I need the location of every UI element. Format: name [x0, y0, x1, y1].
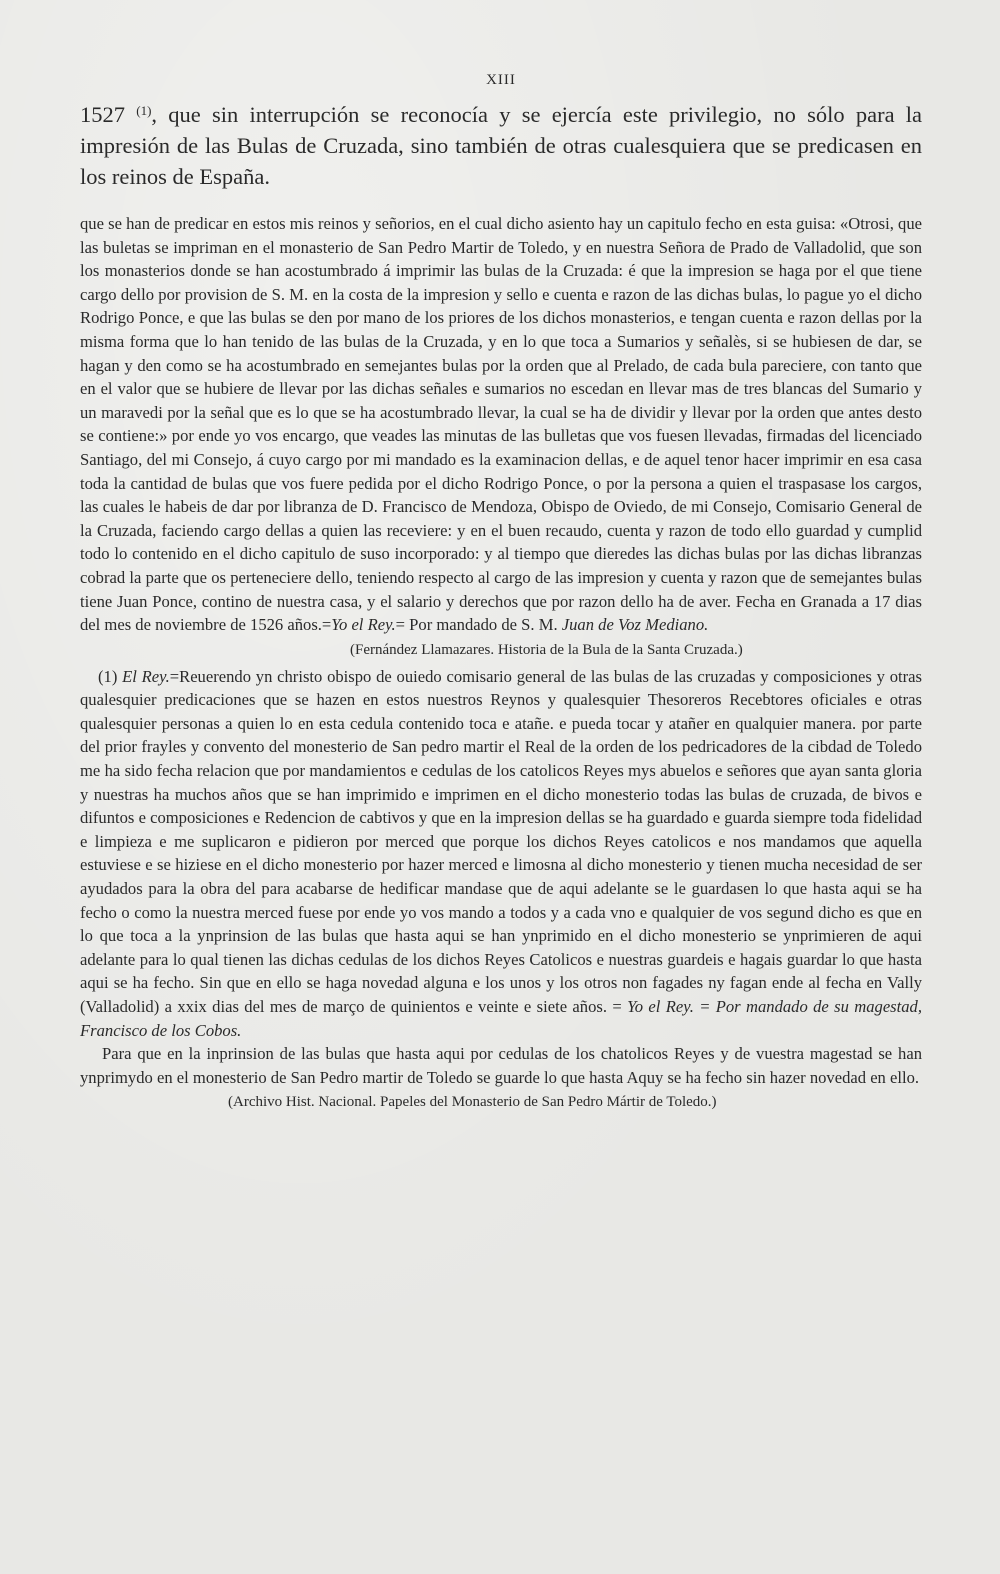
footnote-intro: El Rey. [122, 666, 170, 686]
page-number: XIII [486, 72, 516, 88]
footnote-paragraph-2: Para que en la inprinsion de las bulas que hasta aqui por cedulas de los chatolicos Reyes y de vuestra magestad se han ynprimydo en el monesterio de San Pedro martir de Toledo se guarde lo que hasta Aquy se ha fecho sin hazer novedad en ello. [80, 1044, 922, 1087]
note-continued [80, 212, 922, 637]
note-continued-text: que se han de predicar en estos mis reinos y señorios, en el cual dicho asiento hay un capitulo fecho en esta guisa: «Otrosi, que las buletas se impriman en el monasterio de San Pedro Martir de Toledo, y en nuestra Señora de Prado de Valladolid, que son los monasterios donde se han acostumbrado á imprimir las bulas de la Cruzada: é que la impresion se haga por el que tiene cargo dello por provision de S. M. en la costa de la impresion y sello e cuenta e razon de las dichas bulas, lo pague yo el dicho Rodrigo Ponce, e que las bulas se den por mano de los priores de los dichos monasterios, e tengan cuenta e razon dellas por la misma forma que lo han tenido de las bulas de la Cruzada, y en lo que toca a Sumarios y señalès, si se hubiesen de dar, se hagan y den como se ha acostumbrado en semejantes bulas por la orden que al Prelado, de cada bula pareciere, con tanto que en el valor que se hubiere de llevar por las dichas señales e sumarios no escedan en llevar mas de tres blancas del Sumario y un maravedi por la señal que es lo que se ha acostumbrado llevar, la cual se ha de dividir y llevar por la orden que antes desto se contiene:» por ende yo vos encargo, que veades las minutas de las bulletas que vos fuesen llevadas, firmadas del licenciado Santiago, del mi Consejo, á cuyo cargo por mi mandado es la examinacion dellas, e de aquel tenor hacer imprimir en esa casa toda la cantidad de bulas que vos fuere pedida por el dicho Rodrigo Ponce, o por la persona a quien el traspasase los cargos, las cuales le habeis de dar por libranza de D. Francisco de Mendoza, Obispo de Oviedo, de mi Consejo, Comisario General de la Cruzada, faciendo cargo dellas a quien las receviere: y en el buen recaudo, cuenta y razon de todo ello guardad y cumplid todo lo contenido en el dicho capitulo de suso incorporado: y al tiempo que dieredes las dichas bulas por las dichas libranzas cobrad la parte que os perteneciere dello, teniendo respecto al cargo de las impresion y cuenta y razon que de semejantes bulas tiene Juan Ponce, contino de nuestra casa, y el salario y derechos que por razon dello ha de aver. Fecha en Granada a 17 dias del mes de noviembre de 1526 años.= [80, 214, 922, 635]
signature-secretary: Juan de Voz Mediano. [561, 615, 709, 635]
source-citation-1: (Fernández Llamazares. Historia de la Bula de la Santa Cruzada.) [350, 641, 743, 658]
footnote-reference[interactable]: (1) [136, 103, 152, 118]
lead-paragraph [80, 95, 922, 192]
source-citation-2: (Archivo Hist. Nacional. Papeles del Monasterio de San Pedro Mártir de Toledo.) [228, 1094, 717, 1111]
footnote-1 [80, 665, 922, 1043]
signature-king: Yo el Rey. [331, 615, 396, 635]
lead-text-before: 1527 [80, 102, 137, 127]
footnote-text: =Reuerendo yn christo obispo de ouiedo comisario general de las bulas de las cruzadas y composiciones y otras qualesquier predicaciones que se hazen en estos nuestros Reynos y qualesquier Thesoreros Recebtores oficiales e otras qualesquier personas a quien lo en esta cedula contenido toca e atañe. e pueda tocar y atañer en qualquier manera. por parte del prior frayles y convento del monesterio de San pedro martir el Real de la orden de los pedricadores de la cibdad de Toledo me ha sido fecha relacion que por mandamientos e cedulas de los catolicos Reyes mys abuelos e señores que ayan santa gloria y nuestras ha muchos años que se han imprimido e imprimen en el dicho monesterio todas las bulas de cruzada, de bivos e difuntos e composiciones e Redencion de cabtivos y que en la impresion dellas se ha guardado e guarda siempre toda fidelidad e limpieza e me suplicaron e pidieron por merced que porque los dichos Reyes catolicos e nos mandamos que aquella estuviese e se hiziese en el dicho monesterio por hazer merced e limosna al dicho monesterio y tienen mucha necesidad de ser ayudados para la obra del para acabarse de hedificar mandase que de aqui adelante se le guardasen lo que hasta aqui se ha fecho o como la nuestra merced fuese por ende yo vos mando a todos y a cada vno e qualquier de vos segund dicho es que en lo que toca a la ynprinsion de las bulas que hasta aqui se han ynprimido en el dicho monesterio se ynprimieren de aqui adelante para lo qual tienen las dichas cedulas de los dichos Reyes Catolicos e nuestras guardeis e hagais guardar lo que hasta aqui se ha fecho. Sin que en ello se haga novedad alguna e los unos y los otros non fagades ny fagan ende al fecha en Vally (Valladolid) a xxix dias del mes de março de quinientos e veinte e siete años. = [80, 666, 922, 1016]
signature-separator: = Por mandado de S. M. [395, 615, 562, 635]
footnote-signature: Yo el Rey. = Por mandado de su magestad, Francisco de los Cobos. [80, 997, 922, 1040]
footnote-marker: (1) [98, 666, 118, 686]
lead-text-after: , que sin interrupción se reconocía y se ejercía este privilegio, no sólo para la impresión de las Bulas de Cruzada, sino también de otras cualesquiera que se predicasen en los reinos de España. [80, 102, 923, 189]
